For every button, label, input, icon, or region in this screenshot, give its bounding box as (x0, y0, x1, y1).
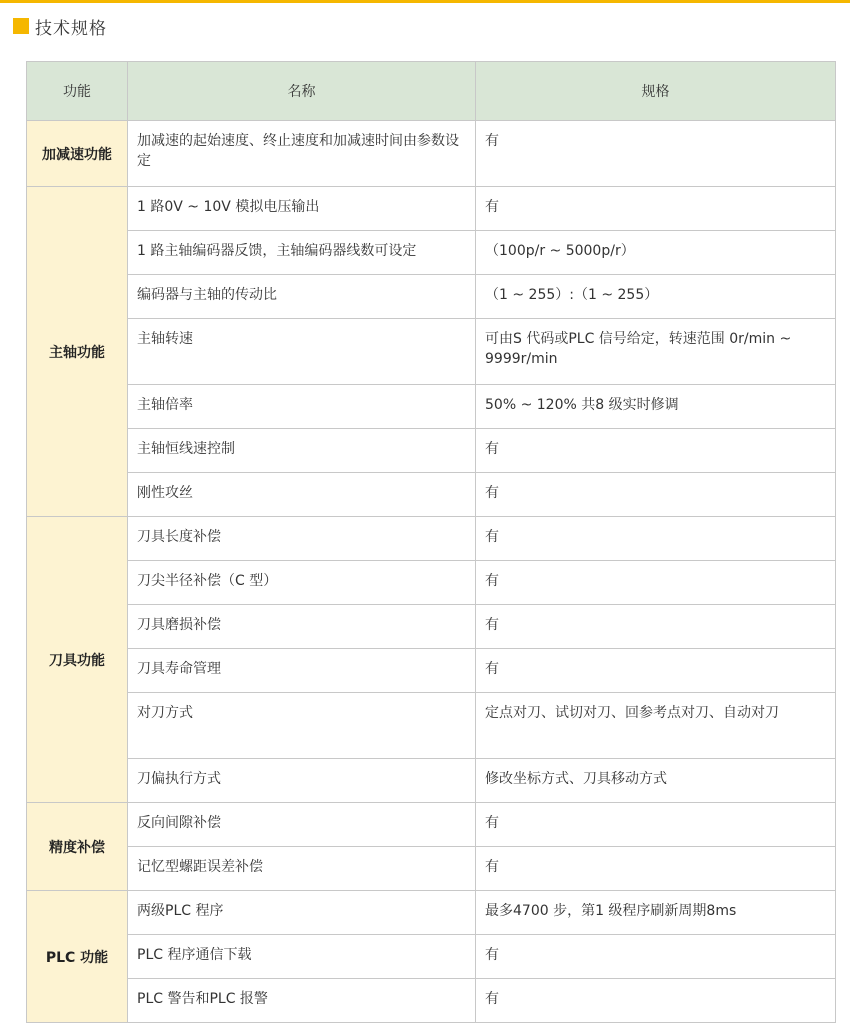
table-row (27, 803, 836, 847)
name-cell: 主轴倍率 (128, 385, 476, 429)
name-cell: 刚性攻丝 (128, 473, 476, 517)
category-cell: 主轴功能 (27, 187, 128, 517)
category-cell: 加减速功能 (27, 121, 128, 187)
table-row (27, 517, 836, 561)
header-name: 名称 (128, 62, 476, 121)
table-row (27, 979, 836, 1023)
name-cell: 加减速的起始速度、终止速度和加减速时间由参数设定 (128, 121, 476, 187)
name-cell: 1 路0V ~ 10V 模拟电压输出 (128, 187, 476, 231)
table-row (27, 891, 836, 935)
spec-cell: 有 (476, 935, 836, 979)
name-cell: 1 路主轴编码器反馈，主轴编码器线数可设定 (128, 231, 476, 275)
header-row (27, 62, 836, 121)
spec-cell: 定点对刀、试切对刀、回参考点对刀、自动对刀 (476, 693, 836, 759)
table-row (27, 935, 836, 979)
category-cell: PLC 功能 (27, 891, 128, 1023)
section-heading (13, 13, 107, 39)
spec-cell: 最多4700 步，第1 级程序刷新周期8ms (476, 891, 836, 935)
name-cell: 刀具磨损补偿 (128, 605, 476, 649)
name-cell: 记忆型螺距误差补偿 (128, 847, 476, 891)
table-row (27, 187, 836, 231)
table-row (27, 561, 836, 605)
top-accent-bar (0, 0, 850, 3)
spec-cell: 50% ~ 120% 共8 级实时修调 (476, 385, 836, 429)
table-row (27, 473, 836, 517)
table-row (27, 275, 836, 319)
spec-cell: 有 (476, 649, 836, 693)
table-row (27, 693, 836, 759)
category-cell: 精度补偿 (27, 803, 128, 891)
name-cell: PLC 警告和PLC 报警 (128, 979, 476, 1023)
name-cell: 编码器与主轴的传动比 (128, 275, 476, 319)
spec-table (26, 61, 836, 1023)
spec-cell: 有 (476, 561, 836, 605)
spec-table-body (27, 121, 836, 1023)
table-row (27, 231, 836, 275)
spec-cell: 修改坐标方式、刀具移动方式 (476, 759, 836, 803)
table-row (27, 429, 836, 473)
spec-cell: 有 (476, 429, 836, 473)
header-function: 功能 (27, 62, 128, 121)
spec-cell: 有 (476, 979, 836, 1023)
spec-cell: 可由S 代码或PLC 信号给定，转速范围 0r/min ~ 9999r/min (476, 319, 836, 385)
spec-cell: 有 (476, 605, 836, 649)
name-cell: 主轴转速 (128, 319, 476, 385)
name-cell: 两级PLC 程序 (128, 891, 476, 935)
table-row (27, 759, 836, 803)
spec-cell: （1 ~ 255）:（1 ~ 255） (476, 275, 836, 319)
name-cell: 反向间隙补偿 (128, 803, 476, 847)
name-cell: 刀具长度补偿 (128, 517, 476, 561)
spec-cell: 有 (476, 187, 836, 231)
section-title: 技术规格 (35, 18, 107, 39)
name-cell: 主轴恒线速控制 (128, 429, 476, 473)
name-cell: 刀偏执行方式 (128, 759, 476, 803)
spec-cell: 有 (476, 517, 836, 561)
spec-cell: （100p/r ~ 5000p/r） (476, 231, 836, 275)
table-row (27, 385, 836, 429)
table-row (27, 121, 836, 187)
name-cell: 刀具寿命管理 (128, 649, 476, 693)
table-row (27, 649, 836, 693)
spec-cell: 有 (476, 473, 836, 517)
table-row (27, 605, 836, 649)
spec-cell: 有 (476, 121, 836, 187)
spec-cell: 有 (476, 803, 836, 847)
square-bullet-icon (13, 18, 29, 34)
name-cell: 刀尖半径补偿（C 型） (128, 561, 476, 605)
table-row (27, 847, 836, 891)
name-cell: 对刀方式 (128, 693, 476, 759)
category-cell: 刀具功能 (27, 517, 128, 803)
name-cell: PLC 程序通信下载 (128, 935, 476, 979)
table-row (27, 319, 836, 385)
header-spec: 规格 (476, 62, 836, 121)
spec-cell: 有 (476, 847, 836, 891)
